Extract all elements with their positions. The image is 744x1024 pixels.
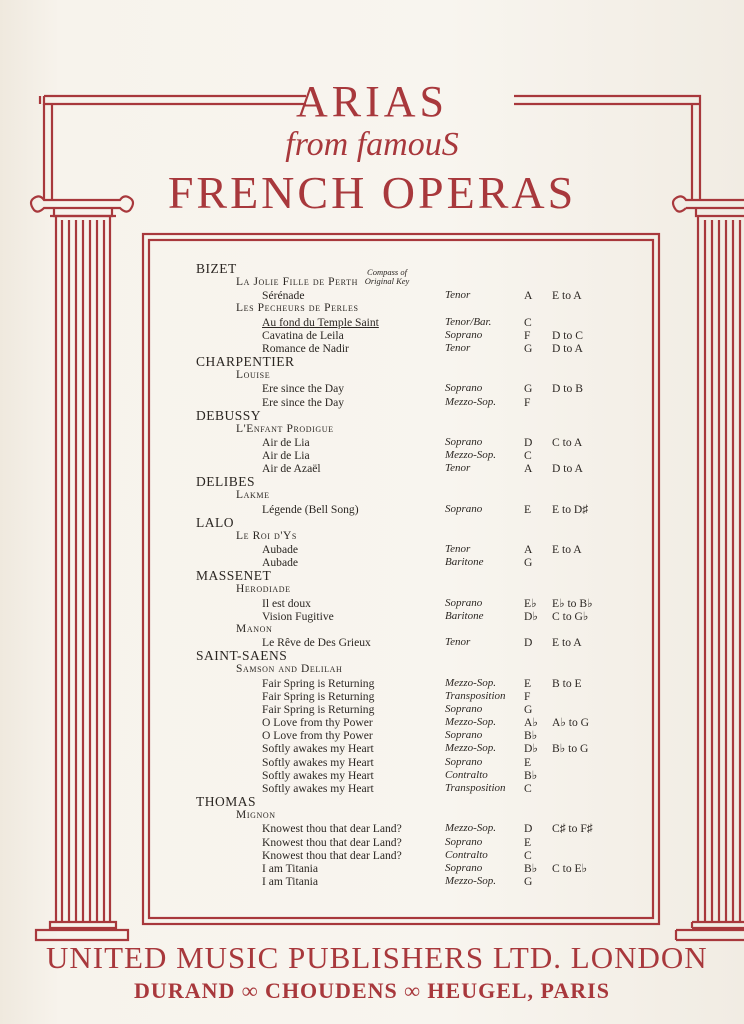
compass-range: D to A <box>552 341 583 355</box>
voice-type: Soprano <box>445 702 483 715</box>
song-key: D <box>524 435 533 449</box>
opera-title: L'Enfant Prodigue <box>236 422 334 435</box>
voice-type: Tenor/Bar. <box>445 315 492 328</box>
opera-title: Le Roi d'Ys <box>236 529 297 542</box>
aria-row <box>196 289 616 302</box>
aria-title: Il est doux <box>262 596 311 610</box>
aria-title: Romance de Nadir <box>262 341 349 355</box>
song-key: E <box>524 755 532 769</box>
song-key: G <box>524 875 533 889</box>
voice-type: Tenor <box>445 636 471 649</box>
aria-title: Le Rêve de Des Grieux <box>262 636 371 650</box>
song-key: D <box>524 636 533 650</box>
voice-type: Contralto <box>445 848 488 861</box>
composer-name: DEBUSSY <box>196 407 262 423</box>
song-key: B♭ <box>524 729 538 743</box>
aria-row <box>196 703 616 716</box>
song-key: G <box>524 556 533 570</box>
title-french-operas: FRENCH OPERAS <box>167 167 577 218</box>
aria-title: Knowest thou that dear Land? <box>262 848 402 862</box>
compass-range: D to B <box>552 382 583 396</box>
title-arias: ARIAS <box>295 77 449 126</box>
opera-title: Louise <box>236 369 271 382</box>
aria-title: Softly awakes my Heart <box>262 742 374 756</box>
voice-type: Mezzo-Sop. <box>445 716 497 729</box>
compass-range: E to A <box>552 543 582 556</box>
composer-name: SAINT-SAENS <box>196 648 288 664</box>
compass-range: D to A <box>552 462 583 476</box>
compass-range: D to C <box>552 328 583 342</box>
aria-row <box>196 822 616 835</box>
voice-type: Mezzo-Sop. <box>445 676 497 689</box>
voice-type: Mezzo-Sop. <box>445 395 497 408</box>
compass-range: C to G♭ <box>552 609 589 623</box>
song-key: C <box>524 315 532 329</box>
voice-type: Soprano <box>445 382 483 395</box>
compass-range: C to E♭ <box>552 861 588 875</box>
aria-row <box>196 543 616 556</box>
aria-row <box>196 769 616 782</box>
aria-title: Aubade <box>262 556 299 570</box>
aria-title: Ere since the Day <box>262 382 345 396</box>
voice-type: Soprano <box>445 596 483 609</box>
song-key: F <box>524 395 531 409</box>
aria-row <box>196 836 616 849</box>
aria-title: Sérénade <box>262 289 305 303</box>
opera-title: Samson and Delilah <box>236 663 343 676</box>
aria-title: Air de Lia <box>262 449 310 463</box>
aria-row <box>196 742 616 755</box>
song-key: E <box>524 835 532 849</box>
song-key: C <box>524 782 532 795</box>
song-key: F <box>524 689 531 703</box>
aria-title: Au fond du Temple Saint <box>262 315 379 329</box>
aria-title: I am Titania <box>262 861 319 875</box>
voice-type: Soprano <box>445 435 483 448</box>
voice-type: Transposition <box>445 689 506 702</box>
voice-type: Mezzo-Sop. <box>445 822 497 835</box>
aria-title: Softly awakes my Heart <box>262 768 374 782</box>
aria-title: I am Titania <box>262 875 319 889</box>
opera-title: Manon <box>236 622 273 635</box>
song-key: G <box>524 702 533 716</box>
voice-type: Tenor <box>445 341 471 354</box>
song-key: G <box>524 341 533 355</box>
aria-row <box>196 875 616 888</box>
voice-type: Soprano <box>445 328 483 341</box>
song-key: A <box>524 462 533 476</box>
aria-title: Softly awakes my Heart <box>262 755 374 769</box>
aria-row <box>196 503 616 516</box>
aria-row <box>196 756 616 769</box>
aria-row <box>196 597 616 610</box>
opera-title: Mignon <box>236 809 276 822</box>
compass-range: A♭ to G <box>552 716 590 730</box>
song-key: E <box>524 502 532 516</box>
compass-range: E to A <box>552 636 582 650</box>
voice-type: Transposition <box>445 782 506 794</box>
song-key: B♭ <box>524 861 538 875</box>
voice-type: Soprano <box>445 729 483 742</box>
compass-range: E to A <box>552 289 582 303</box>
aria-row <box>196 316 616 329</box>
aria-title: Knowest thou that dear Land? <box>262 835 402 849</box>
song-key: G <box>524 382 533 396</box>
song-key: A <box>524 289 533 303</box>
aria-row <box>196 782 616 795</box>
aria-row <box>196 690 616 703</box>
aria-row <box>196 610 616 623</box>
song-key: F <box>524 328 531 342</box>
aria-title: Fair Spring is Returning <box>262 702 375 716</box>
opera-title: Lakme <box>236 489 270 502</box>
aria-title: Aubade <box>262 543 299 556</box>
song-key: C <box>524 848 532 862</box>
song-key: A♭ <box>524 716 538 730</box>
compass-header: Compass of Original Key <box>364 267 410 286</box>
composer-name: THOMAS <box>196 794 257 810</box>
aria-title: O Love from thy Power <box>262 729 373 743</box>
opera-title: Herodiade <box>236 583 291 596</box>
aria-row <box>196 382 616 395</box>
aria-row <box>196 862 616 875</box>
opera-title: Les Pecheurs de Perles <box>236 302 359 315</box>
aria-title: Fair Spring is Returning <box>262 676 375 690</box>
aria-title: Légende (Bell Song) <box>262 502 359 516</box>
voice-type: Contralto <box>445 768 488 781</box>
song-key: D <box>524 822 533 836</box>
aria-title: Ere since the Day <box>262 395 345 409</box>
aria-title: Fair Spring is Returning <box>262 689 375 703</box>
compass-range: C to A <box>552 435 583 449</box>
voice-type: Soprano <box>445 755 483 768</box>
voice-type: Mezzo-Sop. <box>445 449 497 462</box>
aria-title: O Love from thy Power <box>262 716 373 730</box>
voice-type: Mezzo-Sop. <box>445 875 497 888</box>
publisher-partners: DURAND ∞ CHOUDENS ∞ HEUGEL, PARIS <box>134 978 610 1003</box>
aria-row <box>196 436 616 449</box>
voice-type: Mezzo-Sop. <box>445 742 497 755</box>
aria-row <box>196 716 616 729</box>
compass-range: E♭ to B♭ <box>552 596 593 610</box>
voice-type: Soprano <box>445 835 483 848</box>
song-key: B♭ <box>524 768 538 782</box>
compass-range: E to D♯ <box>552 502 589 516</box>
song-key: A <box>524 543 533 556</box>
compass-range: B♭ to G <box>552 742 589 756</box>
composer-name: LALO <box>196 514 234 530</box>
aria-row <box>196 449 616 462</box>
song-key: E <box>524 676 532 690</box>
compass-range: B to E <box>552 676 582 690</box>
voice-type: Tenor <box>445 543 471 555</box>
aria-title: Knowest thou that dear Land? <box>262 822 402 836</box>
song-key: C <box>524 449 532 463</box>
composer-name: CHARPENTIER <box>196 354 295 370</box>
aria-row <box>196 677 616 690</box>
voice-type: Tenor <box>445 289 471 302</box>
title-from-famous: from famouS <box>285 126 459 163</box>
publisher-line: UNITED MUSIC PUBLISHERS LTD. LONDON <box>46 940 708 975</box>
song-key: D♭ <box>524 609 538 623</box>
aria-title: Softly awakes my Heart <box>262 782 374 795</box>
opera-title: La Jolie Fille de Perth <box>236 276 358 288</box>
aria-row <box>196 729 616 742</box>
song-key: D♭ <box>524 742 538 756</box>
voice-type: Soprano <box>445 861 483 874</box>
composer-name: MASSENET <box>196 568 272 584</box>
aria-row <box>196 462 616 475</box>
voice-type: Baritone <box>445 556 484 569</box>
aria-row <box>196 396 616 409</box>
aria-list <box>196 262 616 888</box>
composer-name: DELIBES <box>196 474 255 490</box>
song-key: E♭ <box>524 596 537 610</box>
voice-type: Soprano <box>445 502 483 515</box>
aria-title: Air de Azaël <box>262 462 321 476</box>
aria-row <box>196 849 616 862</box>
voice-type: Baritone <box>445 609 484 622</box>
aria-title: Cavatina de Leila <box>262 328 344 342</box>
voice-type: Tenor <box>445 462 471 475</box>
aria-title: Vision Fugitive <box>262 609 334 623</box>
aria-row <box>196 329 616 342</box>
composer-name: BIZET <box>196 261 237 276</box>
compass-range: C♯ to F♯ <box>552 822 593 836</box>
aria-title: Air de Lia <box>262 435 310 449</box>
